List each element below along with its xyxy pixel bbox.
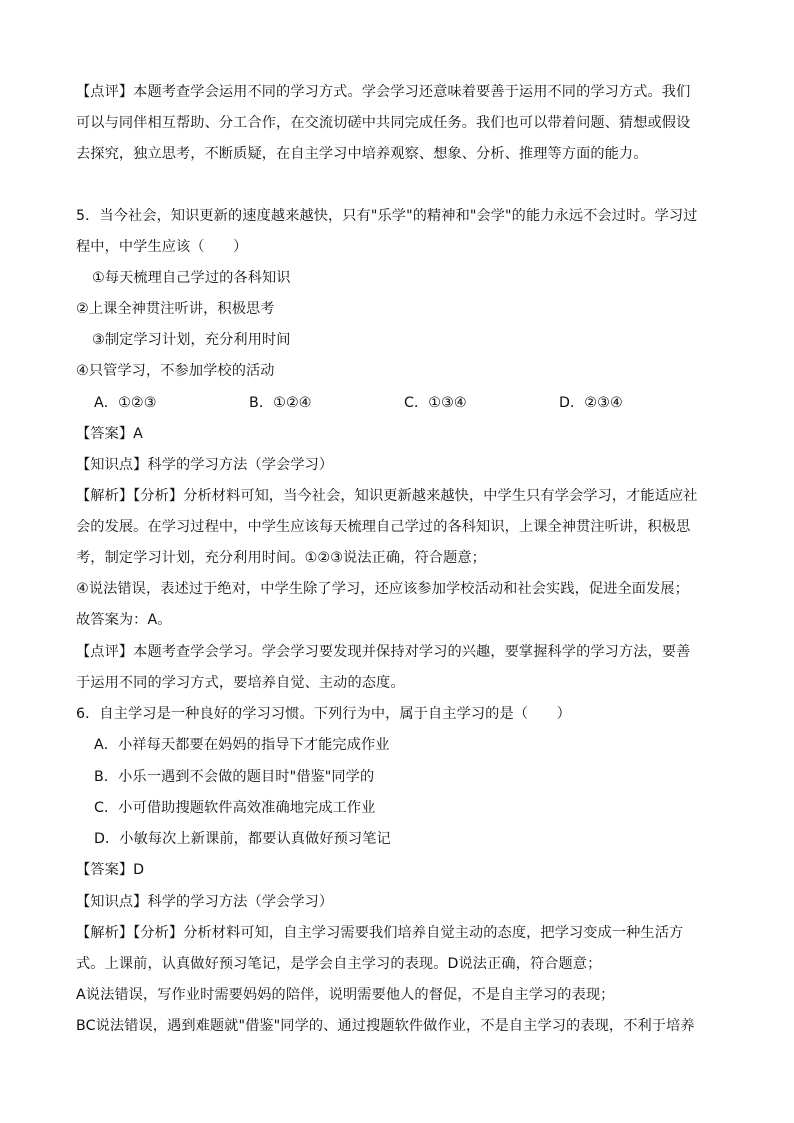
option-b: B．小乐一遇到不会做的题目时"借鉴"同学的 bbox=[94, 769, 375, 785]
question-5-stem: 5．当今社会，知识更新的速度越来越快，只有"乐学"的精神和"会学"的能力永远不会过时。学习过 bbox=[76, 208, 698, 224]
knowledge-point-line: 【知识点】科学的学习方法（学会学习） bbox=[76, 457, 334, 473]
comment-line: 【点评】本题考查学会运用不同的学习方式。学会学习还意味着要善于运用不同的学习方式。我们 bbox=[76, 84, 691, 100]
analysis-line: BC说法错误，遇到难题就"借鉴"同学的、通过搜题软件做作业，不是自主学习的表现，不利于培养 bbox=[76, 1018, 695, 1034]
question-5-options bbox=[94, 393, 734, 413]
statement-1: ①每天梳理自己学过的各科知识 bbox=[92, 270, 291, 286]
analysis-line: ④说法错误，表述过于绝对，中学生除了学习，还应该参加学校活动和社会实践，促进全面发展； bbox=[76, 581, 689, 597]
analysis-line: 【解析】【分析】分析材料可知，自主学习需要我们培养自觉主动的态度，把学习变成一种生活方 bbox=[76, 925, 684, 941]
comment-line: 于运用不同的学习方式，要培养自觉、主动的态度。 bbox=[76, 675, 405, 691]
question-6-stem: 6．自主学习是一种良好的学习习惯。下列行为中，属于自主学习的是（ ） bbox=[76, 706, 571, 722]
option-d: D．②③④ bbox=[559, 395, 623, 411]
option-c: C．小可借助搜题软件高效准确地完成工作业 bbox=[94, 800, 376, 816]
comment-line: 去探究，独立思考，不断质疑，在自主学习中培养观察、想象、分析、推理等方面的能力。 bbox=[76, 146, 648, 162]
analysis-line: 式。上课前，认真做好预习笔记，是学会自主学习的表现。D说法正确，符合题意； bbox=[76, 956, 602, 972]
comment-line: 【点评】本题考查学会学习。学会学习要发现并保持对学习的兴趣，要掌握科学的学习方法，要善 bbox=[76, 644, 691, 660]
question-5-stem: 程中，中学生应该（ ） bbox=[76, 239, 248, 255]
option-b: B．①②④ bbox=[249, 395, 312, 411]
comment-line: 可以与同伴相互帮助、分工合作，在交流切磋中共同完成任务。我们也可以带着问题、猜想或假设 bbox=[76, 115, 691, 131]
knowledge-point-line: 【知识点】科学的学习方法（学会学习） bbox=[76, 894, 334, 910]
analysis-line: 会的发展。在学习过程中，中学生应该每天梳理自己学过的各科知识，上课全神贯注听讲，积极思 bbox=[76, 519, 691, 535]
statement-4: ④只管学习，不参加学校的活动 bbox=[76, 363, 275, 379]
answer-line: 【答案】A bbox=[76, 426, 143, 442]
analysis-line: 考，制定学习计划，充分利用时间。①②③说法正确，符合题意； bbox=[76, 550, 486, 566]
option-c: C．①③④ bbox=[404, 395, 467, 411]
statement-2: ②上课全神贯注听讲，积极思考 bbox=[76, 301, 275, 317]
option-d: D．小敏每次上新课前，都要认真做好预习笔记 bbox=[94, 831, 391, 847]
statement-3: ③制定学习计划，充分利用时间 bbox=[92, 332, 291, 348]
option-a: A．小祥每天都要在妈妈的指导下才能完成作业 bbox=[94, 737, 390, 753]
answer-line: 【答案】D bbox=[76, 862, 145, 878]
option-a: A．①②③ bbox=[94, 395, 157, 411]
analysis-line: A说法错误，写作业时需要妈妈的陪伴，说明需要他人的督促，不是自主学习的表现； bbox=[76, 987, 615, 1003]
analysis-line: 【解析】【分析】分析材料可知，当今社会，知识更新越来越快，中学生只有学会学习，才能适应社 bbox=[76, 488, 698, 504]
analysis-line: 故答案为：A。 bbox=[76, 612, 172, 628]
